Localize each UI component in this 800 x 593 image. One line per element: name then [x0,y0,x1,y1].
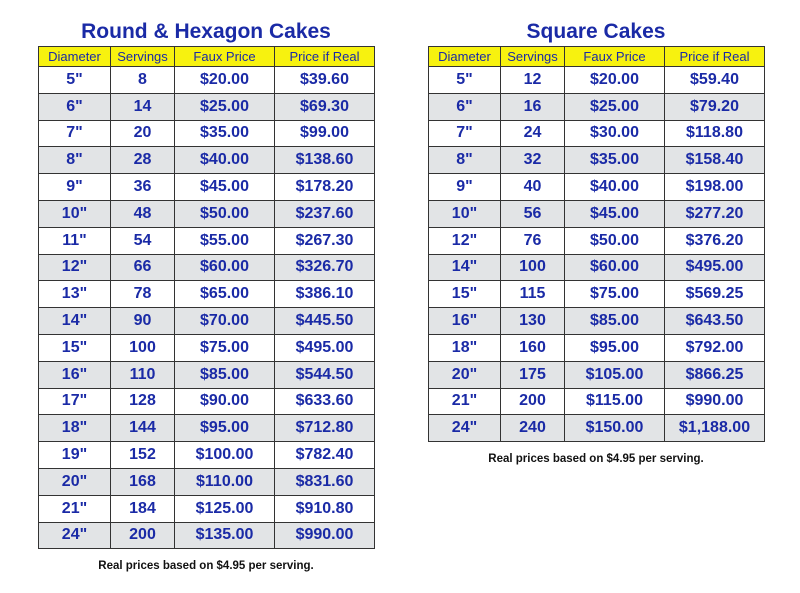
table-header-row [429,47,765,67]
servings-cell: 200 [501,388,565,415]
table-row [39,281,375,308]
servings-cell: 115 [501,281,565,308]
servings-cell: 100 [111,334,175,361]
real-price-cell: $831.60 [275,468,375,495]
real-price-cell: $138.60 [275,147,375,174]
faux-price-cell: $135.00 [175,522,275,549]
servings-cell: 28 [111,147,175,174]
servings-cell: 144 [111,415,175,442]
round-hexagon-price-table [38,46,375,549]
table-row [39,67,375,94]
servings-cell: 12 [501,67,565,94]
servings-cell: 16 [501,93,565,120]
faux-price-cell: $115.00 [565,388,665,415]
table-row [429,93,765,120]
table-row [39,308,375,335]
square-panel [428,0,764,465]
real-price-cell: $158.40 [665,147,765,174]
real-price-cell: $326.70 [275,254,375,281]
table-row [39,495,375,522]
diameter-cell: 12" [429,227,501,254]
header-faux-price: Faux Price [565,47,665,67]
servings-cell: 56 [501,200,565,227]
table-row [39,120,375,147]
table-row [39,254,375,281]
servings-cell: 36 [111,174,175,201]
faux-price-cell: $70.00 [175,308,275,335]
faux-price-cell: $45.00 [565,200,665,227]
table-row [39,200,375,227]
table-row [429,281,765,308]
diameter-cell: 18" [39,415,111,442]
diameter-cell: 17" [39,388,111,415]
faux-price-cell: $50.00 [175,200,275,227]
real-price-cell: $990.00 [275,522,375,549]
faux-price-cell: $35.00 [565,147,665,174]
table-row [39,522,375,549]
table-row [39,442,375,469]
diameter-cell: 10" [39,200,111,227]
diameter-cell: 6" [39,93,111,120]
round-price-note: Real prices based on $4.95 per serving. [98,560,314,573]
real-price-cell: $386.10 [275,281,375,308]
table-row [39,227,375,254]
header-diameter: Diameter [429,47,501,67]
diameter-cell: 5" [39,67,111,94]
real-price-cell: $782.40 [275,442,375,469]
servings-cell: 200 [111,522,175,549]
table-row [429,388,765,415]
real-price-cell: $79.20 [665,93,765,120]
servings-cell: 78 [111,281,175,308]
header-diameter: Diameter [39,47,111,67]
diameter-cell: 19" [39,442,111,469]
real-price-cell: $990.00 [665,388,765,415]
faux-price-cell: $45.00 [175,174,275,201]
real-price-cell: $910.80 [275,495,375,522]
diameter-cell: 6" [429,93,501,120]
faux-price-cell: $65.00 [175,281,275,308]
header-servings: Servings [111,47,175,67]
diameter-cell: 21" [429,388,501,415]
diameter-cell: 21" [39,495,111,522]
real-price-cell: $633.60 [275,388,375,415]
servings-cell: 48 [111,200,175,227]
faux-price-cell: $90.00 [175,388,275,415]
servings-cell: 175 [501,361,565,388]
real-price-cell: $69.30 [275,93,375,120]
faux-price-cell: $110.00 [175,468,275,495]
diameter-cell: 13" [39,281,111,308]
diameter-cell: 10" [429,200,501,227]
servings-cell: 24 [501,120,565,147]
real-price-cell: $237.60 [275,200,375,227]
faux-price-cell: $75.00 [565,281,665,308]
square-price-table [428,46,765,442]
table-row [429,120,765,147]
real-price-cell: $198.00 [665,174,765,201]
table-row [39,361,375,388]
faux-price-cell: $95.00 [175,415,275,442]
faux-price-cell: $35.00 [175,120,275,147]
faux-price-cell: $100.00 [175,442,275,469]
servings-cell: 76 [501,227,565,254]
diameter-cell: 18" [429,334,501,361]
diameter-cell: 20" [39,468,111,495]
real-price-cell: $376.20 [665,227,765,254]
servings-cell: 130 [501,308,565,335]
header-faux-price: Faux Price [175,47,275,67]
real-price-cell: $99.00 [275,120,375,147]
table-row [429,200,765,227]
faux-price-cell: $40.00 [175,147,275,174]
table-row [429,254,765,281]
table-row [429,227,765,254]
real-price-cell: $643.50 [665,308,765,335]
servings-cell: 32 [501,147,565,174]
servings-cell: 40 [501,174,565,201]
table-row [39,468,375,495]
table-row [429,147,765,174]
faux-price-cell: $60.00 [175,254,275,281]
faux-price-cell: $60.00 [565,254,665,281]
faux-price-cell: $40.00 [565,174,665,201]
table-row [39,147,375,174]
table-row [429,334,765,361]
faux-price-cell: $50.00 [565,227,665,254]
table-row [429,361,765,388]
real-price-cell: $39.60 [275,67,375,94]
servings-cell: 128 [111,388,175,415]
header-price-if-real: Price if Real [665,47,765,67]
servings-cell: 14 [111,93,175,120]
real-price-cell: $445.50 [275,308,375,335]
real-price-cell: $267.30 [275,227,375,254]
diameter-cell: 7" [39,120,111,147]
diameter-cell: 15" [429,281,501,308]
diameter-cell: 9" [429,174,501,201]
round-hexagon-title: Round & Hexagon Cakes [81,20,331,43]
table-row [429,67,765,94]
faux-price-cell: $150.00 [565,415,665,442]
diameter-cell: 12" [39,254,111,281]
servings-cell: 240 [501,415,565,442]
faux-price-cell: $75.00 [175,334,275,361]
faux-price-cell: $85.00 [565,308,665,335]
faux-price-cell: $125.00 [175,495,275,522]
diameter-cell: 5" [429,67,501,94]
diameter-cell: 20" [429,361,501,388]
round-hexagon-panel [38,0,374,572]
faux-price-cell: $55.00 [175,227,275,254]
real-price-cell: $866.25 [665,361,765,388]
faux-price-cell: $25.00 [175,93,275,120]
faux-price-cell: $20.00 [175,67,275,94]
diameter-cell: 11" [39,227,111,254]
faux-price-cell: $105.00 [565,361,665,388]
faux-price-cell: $25.00 [565,93,665,120]
square-title: Square Cakes [526,20,666,43]
table-row [429,174,765,201]
table-header-row [39,47,375,67]
real-price-cell: $544.50 [275,361,375,388]
diameter-cell: 15" [39,334,111,361]
table-row [429,308,765,335]
servings-cell: 8 [111,67,175,94]
square-price-note: Real prices based on $4.95 per serving. [488,453,704,466]
servings-cell: 168 [111,468,175,495]
diameter-cell: 14" [429,254,501,281]
servings-cell: 184 [111,495,175,522]
diameter-cell: 24" [429,415,501,442]
diameter-cell: 8" [429,147,501,174]
faux-price-cell: $95.00 [565,334,665,361]
servings-cell: 100 [501,254,565,281]
real-price-cell: $495.00 [275,334,375,361]
real-price-cell: $495.00 [665,254,765,281]
faux-price-cell: $30.00 [565,120,665,147]
table-row [39,334,375,361]
servings-cell: 66 [111,254,175,281]
real-price-cell: $1,188.00 [665,415,765,442]
real-price-cell: $178.20 [275,174,375,201]
real-price-cell: $792.00 [665,334,765,361]
servings-cell: 152 [111,442,175,469]
table-row [39,174,375,201]
table-row [429,415,765,442]
real-price-cell: $712.80 [275,415,375,442]
real-price-cell: $277.20 [665,200,765,227]
header-servings: Servings [501,47,565,67]
servings-cell: 54 [111,227,175,254]
faux-price-cell: $20.00 [565,67,665,94]
servings-cell: 20 [111,120,175,147]
servings-cell: 90 [111,308,175,335]
table-row [39,388,375,415]
servings-cell: 160 [501,334,565,361]
table-row [39,415,375,442]
faux-price-cell: $85.00 [175,361,275,388]
real-price-cell: $59.40 [665,67,765,94]
table-row [39,93,375,120]
diameter-cell: 16" [39,361,111,388]
diameter-cell: 8" [39,147,111,174]
servings-cell: 110 [111,361,175,388]
diameter-cell: 14" [39,308,111,335]
diameter-cell: 9" [39,174,111,201]
diameter-cell: 24" [39,522,111,549]
real-price-cell: $569.25 [665,281,765,308]
real-price-cell: $118.80 [665,120,765,147]
diameter-cell: 16" [429,308,501,335]
header-price-if-real: Price if Real [275,47,375,67]
diameter-cell: 7" [429,120,501,147]
